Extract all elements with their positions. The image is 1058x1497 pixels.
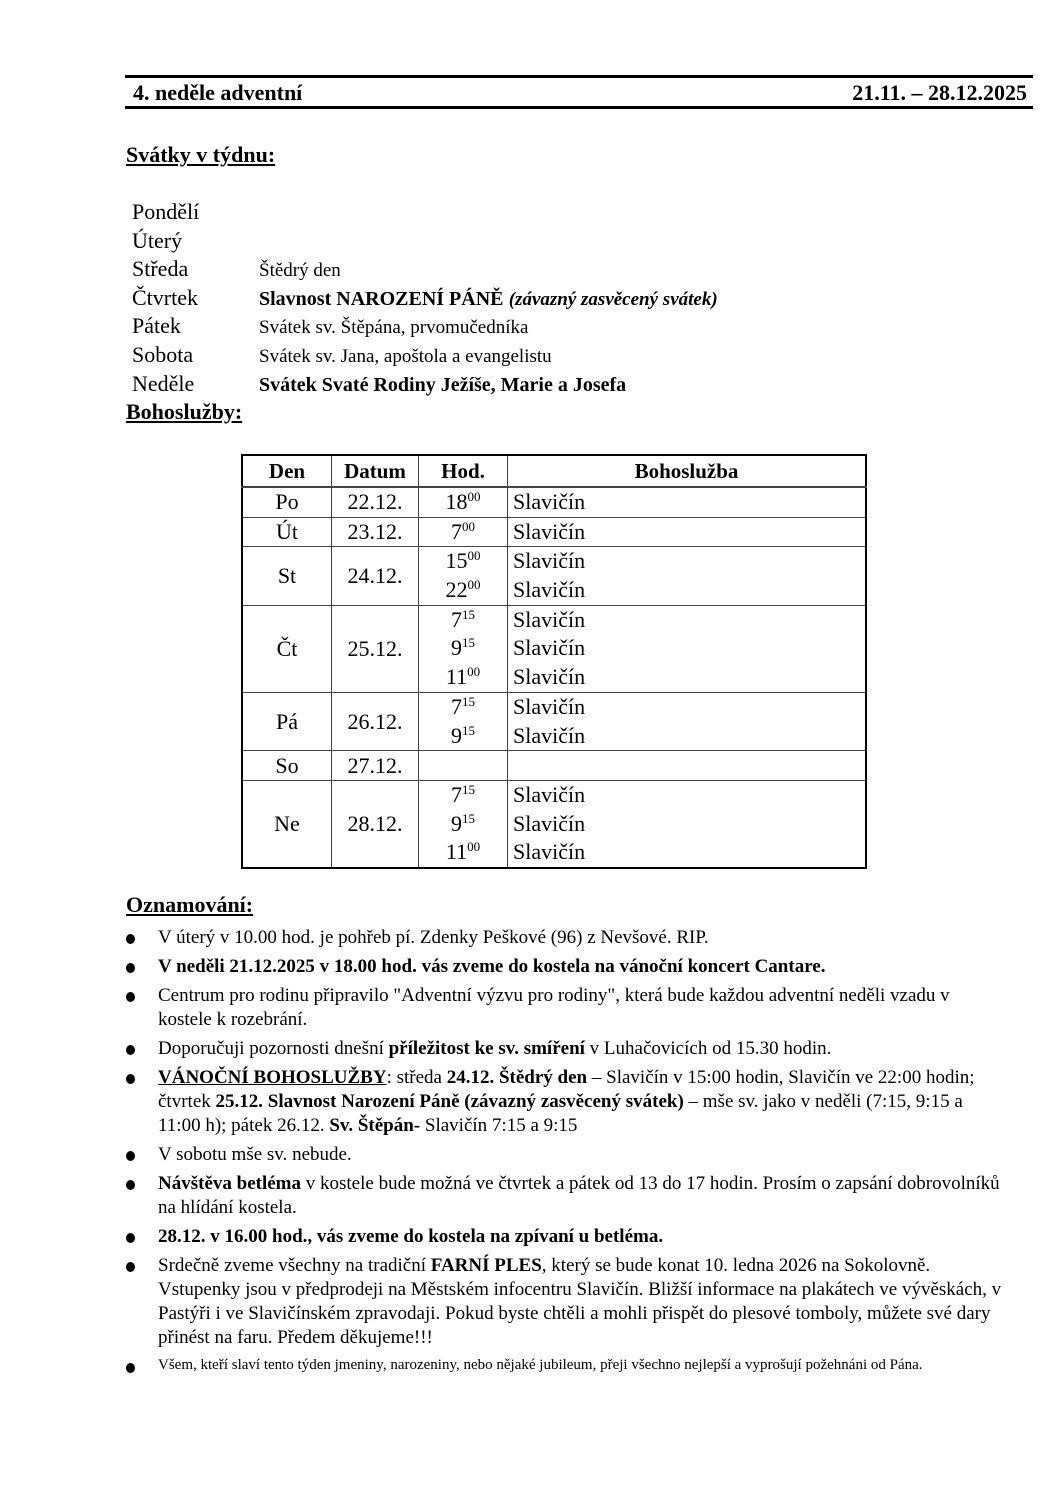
announcement-bold-text: 28.12. v 16.00 hod., vás zveme do kostela na zpívaní u betléma. (158, 1226, 664, 1247)
date-cell: 28.12. (332, 780, 419, 868)
date-cell: 27.12. (332, 751, 419, 781)
time-line (419, 810, 507, 839)
time-line (419, 751, 507, 780)
announcements-list (126, 926, 1006, 1381)
time-line (419, 547, 507, 576)
day-cell: Út (242, 517, 332, 547)
bullet-icon (126, 934, 135, 944)
time-cell (419, 547, 508, 605)
announcement-text: v Luhačovicích od 15.30 hodin. (584, 1038, 832, 1059)
announcement-item (126, 1066, 1006, 1138)
service-place: Slavičín (513, 577, 586, 603)
table-row (242, 547, 866, 605)
announcement-bold-text: V neděli 21.12.2025 v 18.00 hod. vás zveme do kostela na vánoční koncert Cantare. (158, 956, 826, 977)
time-minute: 00 (467, 577, 481, 593)
time-minute: 00 (467, 489, 481, 504)
time-hour: 15 (445, 548, 468, 574)
feast-text: Svátek sv. Jana, apoštola a evangelistu (259, 345, 552, 367)
feast-day: Středa (132, 256, 189, 282)
table-row (242, 517, 866, 547)
time-minute: 15 (462, 635, 475, 651)
announcement-item (126, 926, 1006, 950)
announcement-item (126, 955, 1006, 979)
announcement-text: : středa (386, 1067, 447, 1088)
time-hour: 7 (451, 518, 462, 544)
time-hour: 22 (445, 577, 468, 603)
table-header-row (242, 455, 866, 487)
announcement-item (126, 1355, 1006, 1376)
services-heading: Bohoslužby: (126, 399, 243, 424)
time-cell (419, 692, 508, 750)
service-place: Slavičín (513, 489, 586, 514)
bullet-icon (126, 963, 135, 973)
announcement-bold-text: 25.12. Slavnost Narození Páně (závazný zasvěcený svátek) (215, 1091, 684, 1112)
time-minute: 00 (467, 548, 481, 564)
table-row (242, 692, 866, 750)
announcement-text: V úterý v 10.00 hod. je pohřeb pí. Zdenky Peškové (96) z Nevšové. RIP. (158, 927, 709, 948)
time-minute: 00 (462, 518, 475, 534)
announcement-item (126, 1254, 1006, 1350)
time-hour: 11 (445, 664, 468, 690)
announcement-text: Centrum pro rodinu připravilo "Adventní výzvu pro rodiny", která bude každou adventní neděli vzadu v kostele k rozebrání. (158, 985, 950, 1030)
announcement-item (126, 1172, 1006, 1220)
page-header (125, 75, 1033, 109)
announcement-text: Všem, kteří slaví tento týden jmeniny, narozeniny, nebo nějaké jubileum, přeji všechno nejlepší a vyprošují požehnáni od Pána. (158, 1357, 923, 1373)
time-hour: 7 (451, 693, 462, 719)
col-header-service: Bohoslužba (508, 455, 867, 487)
time-minute: 15 (462, 722, 475, 738)
feast-day: Sobota (132, 341, 194, 367)
service-place: Slavičín (513, 635, 586, 661)
announcement-item (126, 1225, 1006, 1249)
service-cell (508, 692, 867, 750)
service-place: Slavičín (513, 548, 586, 574)
announcement-item (126, 984, 1006, 1032)
feast-text: Slavnost NAROZENÍ PÁNĚ (259, 287, 504, 310)
time-minute: 15 (462, 810, 475, 826)
time-line (419, 838, 507, 867)
bullet-icon (126, 1045, 135, 1055)
feast-text: Svátek sv. Štěpána, prvomučedníka (259, 317, 529, 339)
bullet-icon (126, 1233, 135, 1243)
time-minute: 15 (462, 606, 475, 622)
announcement-text: Slavičín 7:15 a 9:15 (420, 1115, 578, 1136)
feast-text: Štědrý den (259, 260, 341, 282)
time-minute: 00 (467, 664, 481, 680)
feast-day: Neděle (132, 370, 195, 396)
time-line (419, 518, 507, 547)
announcement-text: Doporučuji pozornosti dnešní (158, 1038, 389, 1059)
time-cell (419, 751, 508, 781)
col-header-time: Hod. (419, 455, 508, 487)
services-table (241, 454, 867, 869)
bullet-icon (126, 1151, 135, 1161)
time-line (419, 663, 507, 692)
feast-day: Čtvrtek (132, 284, 198, 310)
time-hour: 7 (451, 781, 462, 807)
table-row (242, 605, 866, 692)
date-cell: 22.12. (332, 487, 419, 517)
time-hour: 18 (445, 489, 468, 514)
announcements-heading: Oznamování: (126, 892, 254, 917)
date-range: 21.11. – 28.12.2025 (852, 80, 1027, 105)
feast-day: Pondělí (132, 199, 200, 224)
time-cell (419, 487, 508, 517)
bullet-icon (126, 1363, 135, 1373)
service-cell (508, 487, 867, 517)
feast-day: Úterý (132, 227, 183, 253)
time-line (419, 576, 507, 605)
announcement-bold-text: Návštěva betléma (158, 1173, 301, 1194)
time-cell (419, 605, 508, 692)
day-cell: Ne (242, 780, 332, 868)
time-line (419, 693, 507, 722)
time-line (419, 634, 507, 663)
feasts-list (132, 198, 718, 398)
service-line (508, 751, 865, 780)
feast-row (132, 284, 718, 313)
time-line (419, 488, 507, 517)
feast-row (132, 198, 718, 227)
announcement-text: – Slavičín v 15:00 hodin, Slavičín ve 22:00 hodin; čtvrtek (158, 1067, 975, 1112)
announcement-text: Srdečně zveme všechny na tradiční (158, 1255, 431, 1276)
time-hour: 11 (445, 839, 468, 865)
announcement-link-text: VÁNOČNÍ BOHOSLUŽBY (158, 1067, 387, 1088)
page-title: 4. neděle adventní (133, 80, 303, 105)
feast-row (132, 312, 718, 341)
time-hour: 9 (451, 722, 462, 748)
feast-note: (závazný zasvěcený svátek) (508, 288, 718, 310)
announcement-bold-text: 24.12. Štědrý den (446, 1067, 588, 1088)
time-line (419, 781, 507, 810)
bullet-icon (126, 1180, 135, 1190)
bullet-icon (126, 1074, 135, 1084)
day-cell: St (242, 547, 332, 605)
time-hour: 7 (451, 606, 462, 632)
service-place: Slavičín (513, 606, 586, 632)
time-minute: 15 (462, 693, 475, 709)
day-cell: So (242, 751, 332, 781)
date-cell: 26.12. (332, 692, 419, 750)
time-line (419, 606, 507, 635)
announcement-bold-text: příležitost ke sv. smíření (388, 1038, 585, 1059)
feasts-heading: Svátky v týdnu: (126, 142, 276, 167)
day-cell: Po (242, 487, 332, 517)
feast-row (132, 227, 718, 256)
feast-row (132, 370, 718, 399)
time-minute: 00 (467, 839, 481, 855)
service-place: Slavičín (513, 693, 586, 719)
service-cell (508, 605, 867, 692)
announcement-item (126, 1143, 1006, 1167)
table-row (242, 751, 866, 781)
service-place: Slavičín (513, 781, 586, 807)
time-line (419, 722, 507, 751)
col-header-date: Datum (332, 455, 419, 487)
feast-day: Pátek (132, 313, 181, 339)
time-minute: 15 (462, 781, 475, 797)
feast-text: Svátek Svaté Rodiny Ježíše, Marie a Josefa (259, 373, 627, 396)
announcement-text: V sobotu mše sv. nebude. (158, 1144, 352, 1165)
announcement-bold-text: Sv. Štěpán- (329, 1115, 421, 1136)
date-cell: 25.12. (332, 605, 419, 692)
service-cell (508, 780, 867, 868)
day-cell: Čt (242, 605, 332, 692)
announcement-bold-text: FARNÍ PLES (430, 1255, 542, 1276)
announcement-item (126, 1037, 1006, 1061)
service-cell (508, 517, 867, 547)
announcement-text: , který se bude konat 10. ledna 2026 na Sokolovně. Vstupenky jsou v předprodeji na Městském infocentru Slavičín. Bližší informace na plakátech ve vývěskách, v Pastýři i ve Slavičínském zpravodaji. Pokud byste chtěli a mohli přispět do plesové tomboly, můžete své dary přinést na faru. Předem děkujeme!!! (158, 1255, 1002, 1348)
service-cell (508, 547, 867, 605)
time-cell (419, 780, 508, 868)
service-place: Slavičín (513, 664, 586, 690)
service-place: Slavičín (513, 839, 586, 865)
announcement-text: – mše sv. jako v neděli (7:15, 9:15 a 11:00 h); pátek 26.12. (158, 1091, 963, 1136)
time-cell (419, 517, 508, 547)
date-cell: 24.12. (332, 547, 419, 605)
table-row (242, 780, 866, 868)
announcement-text: v kostele bude možná ve čtvrtek a pátek od 13 do 17 hodin. Prosím o zapsání dobrovolníků na hlídání kostela. (158, 1173, 1000, 1218)
bullet-icon (126, 1262, 135, 1272)
service-place: Slavičín (513, 518, 586, 544)
time-hour: 9 (451, 810, 462, 836)
day-cell: Pá (242, 692, 332, 750)
feast-row (132, 255, 718, 284)
feast-row (132, 341, 718, 370)
table-row (242, 487, 866, 517)
bullet-icon (126, 992, 135, 1002)
col-header-day: Den (242, 455, 332, 487)
time-hour: 9 (451, 635, 462, 661)
service-cell (508, 751, 867, 781)
service-place: Slavičín (513, 810, 586, 836)
date-cell: 23.12. (332, 517, 419, 547)
service-place: Slavičín (513, 722, 586, 748)
